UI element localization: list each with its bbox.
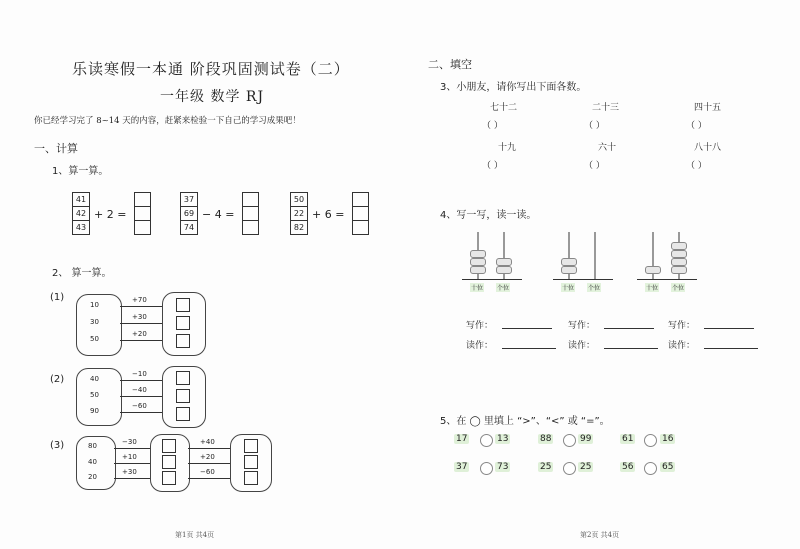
abacus-bead: [470, 258, 486, 266]
abacus-bead: [671, 250, 687, 258]
group-label: (2): [50, 374, 65, 385]
compare-number: 99: [580, 434, 592, 444]
tens-label: 十位: [562, 285, 575, 292]
number: 10: [90, 301, 99, 309]
answer-paren[interactable]: （ ）: [584, 121, 605, 131]
stack-cell: 37: [181, 193, 197, 207]
compare-number: 25: [580, 462, 592, 472]
answer-stack-2[interactable]: [242, 192, 259, 235]
abacus-bead: [496, 258, 512, 266]
answer-box[interactable]: [244, 455, 258, 469]
abacus-base: [553, 279, 613, 280]
arrow: [114, 478, 150, 479]
abacus-bead: [671, 266, 687, 274]
op-label: +20: [132, 330, 147, 338]
operator: + 2 =: [94, 208, 127, 221]
answer-line[interactable]: [704, 328, 754, 329]
number-stack-3: [290, 192, 308, 235]
read-label: 读作：: [466, 341, 494, 351]
page-subtitle: 一年级 数学 RJ: [160, 89, 265, 105]
op-label: +70: [132, 296, 147, 304]
group-label: (1): [50, 292, 65, 303]
number-stack-2: [180, 192, 198, 235]
abacus-bead: [470, 250, 486, 258]
arrow: [120, 396, 162, 397]
number-word: 八十八: [694, 143, 722, 153]
question-5: 5、在 ◯ 里填上 “>”、“<” 或 “=”。: [440, 416, 610, 427]
op-label: +20: [200, 453, 215, 461]
compare-circle[interactable]: [480, 462, 493, 475]
op-label: −30: [122, 438, 137, 446]
number: 40: [90, 375, 99, 383]
compare-number: 65: [662, 462, 674, 472]
stack-cell: 41: [73, 193, 89, 207]
answer-stack-1[interactable]: [134, 192, 151, 235]
compare-circle[interactable]: [644, 462, 657, 475]
group-label: (3): [50, 440, 65, 451]
arrow: [120, 340, 162, 341]
arrow: [114, 463, 150, 464]
section-calc-heading: 一、计算: [34, 142, 78, 155]
number-word: 七十二: [490, 103, 518, 113]
number: 90: [90, 407, 99, 415]
number-word: 四十五: [694, 103, 722, 113]
op-label: +10: [122, 453, 137, 461]
stack-cell: 69: [181, 207, 197, 221]
read-label: 读作：: [568, 341, 596, 351]
number-word: 六十: [598, 143, 617, 153]
answer-box[interactable]: [162, 455, 176, 469]
question-2: 2、 算一算。: [52, 268, 112, 279]
answer-box[interactable]: [176, 316, 190, 330]
abacus-bead: [561, 266, 577, 274]
abacus-bead: [561, 258, 577, 266]
arrow: [120, 412, 162, 413]
compare-number: 61: [622, 434, 634, 444]
page-footer-left: 第1页 共4页: [175, 531, 215, 539]
compare-number: 73: [497, 462, 509, 472]
compare-circle[interactable]: [644, 434, 657, 447]
operator: + 6 =: [312, 208, 345, 221]
arrow: [114, 448, 150, 449]
arrow: [188, 463, 230, 464]
op-label: +30: [122, 468, 137, 476]
question-3: 3、小朋友，请你写出下面各数。: [440, 82, 587, 93]
write-label: 写作：: [568, 321, 596, 331]
op-label: −10: [132, 370, 147, 378]
answer-paren[interactable]: （ ）: [584, 161, 605, 171]
answer-paren[interactable]: （ ）: [482, 161, 503, 171]
answer-paren[interactable]: （ ）: [686, 161, 707, 171]
number: 40: [88, 458, 97, 466]
question-4: 4、写一写，读一读。: [440, 210, 537, 221]
answer-paren[interactable]: （ ）: [482, 121, 503, 131]
number: 50: [90, 335, 99, 343]
number-word: 十九: [498, 143, 517, 153]
abacus-bead: [671, 258, 687, 266]
stack-cell: 22: [291, 207, 307, 221]
arrow: [120, 323, 162, 324]
number-word: 二十三: [592, 103, 620, 113]
abacus-bead: [496, 266, 512, 274]
compare-number: 37: [456, 462, 468, 472]
write-label: 写作：: [466, 321, 494, 331]
op-label: −40: [132, 386, 147, 394]
abacus-base: [637, 279, 697, 280]
write-label: 写作：: [668, 321, 696, 331]
arrow: [188, 478, 230, 479]
arrow: [120, 306, 162, 307]
answer-box[interactable]: [162, 471, 176, 485]
answer-box[interactable]: [244, 439, 258, 453]
abacus-bead: [645, 266, 661, 274]
question-1: 1、算一算。: [52, 166, 109, 177]
ones-label: 个位: [497, 285, 510, 292]
answer-box[interactable]: [176, 371, 190, 385]
answer-line[interactable]: [502, 348, 556, 349]
stack-cell: 82: [293, 223, 305, 232]
stack-cell: 50: [291, 193, 307, 207]
answer-paren[interactable]: （ ）: [686, 121, 707, 131]
abacus-bead: [470, 266, 486, 274]
op-label: −60: [200, 468, 215, 476]
stack-cell: 42: [73, 207, 89, 221]
compare-number: 13: [497, 434, 509, 444]
stack-cell: 74: [183, 223, 195, 232]
compare-number: 56: [622, 462, 634, 472]
answer-box[interactable]: [162, 439, 176, 453]
answer-box[interactable]: [176, 407, 190, 421]
number-oval: [76, 294, 122, 356]
compare-circle[interactable]: [480, 434, 493, 447]
answer-line[interactable]: [604, 328, 654, 329]
answer-box[interactable]: [176, 334, 190, 348]
op-label: −60: [132, 402, 147, 410]
answer-box[interactable]: [176, 298, 190, 312]
compare-number: 25: [540, 462, 552, 472]
ones-label: 个位: [672, 285, 685, 292]
answer-box[interactable]: [176, 389, 190, 403]
number: 20: [88, 473, 97, 481]
page-title: 乐读寒假一本通 阶段巩固测试卷（二）: [72, 60, 350, 78]
page-footer-right: 第2页 共4页: [580, 531, 620, 539]
number: 50: [90, 391, 99, 399]
compare-number: 88: [540, 434, 552, 444]
stack-cell: 43: [75, 223, 87, 232]
answer-stack-3[interactable]: [352, 192, 369, 235]
answer-line[interactable]: [502, 328, 552, 329]
arrow: [188, 448, 230, 449]
number-oval: [76, 368, 122, 426]
number-stack-1: [72, 192, 90, 235]
op-label: +30: [132, 313, 147, 321]
tens-label: 十位: [471, 285, 484, 292]
operator: − 4 =: [202, 208, 235, 221]
number: 80: [88, 442, 97, 450]
abacus-rod: [594, 232, 596, 280]
read-label: 读作：: [668, 341, 696, 351]
tens-label: 十位: [646, 285, 659, 292]
arrow: [120, 380, 162, 381]
compare-number: 16: [662, 434, 674, 444]
abacus-base: [462, 279, 522, 280]
answer-line[interactable]: [704, 348, 758, 349]
answer-box[interactable]: [244, 471, 258, 485]
compare-number: 17: [456, 434, 468, 444]
intro-text: 你已经学习完了 8~14 天的内容，赶紧来检验一下自己的学习成果吧！: [34, 116, 301, 126]
compare-circle[interactable]: [563, 434, 576, 447]
op-label: +40: [200, 438, 215, 446]
answer-line[interactable]: [604, 348, 658, 349]
compare-circle[interactable]: [563, 462, 576, 475]
number: 30: [90, 318, 99, 326]
ones-label: 个位: [588, 285, 601, 292]
section-fill-heading: 二、填空: [428, 58, 472, 71]
abacus-bead: [671, 242, 687, 250]
